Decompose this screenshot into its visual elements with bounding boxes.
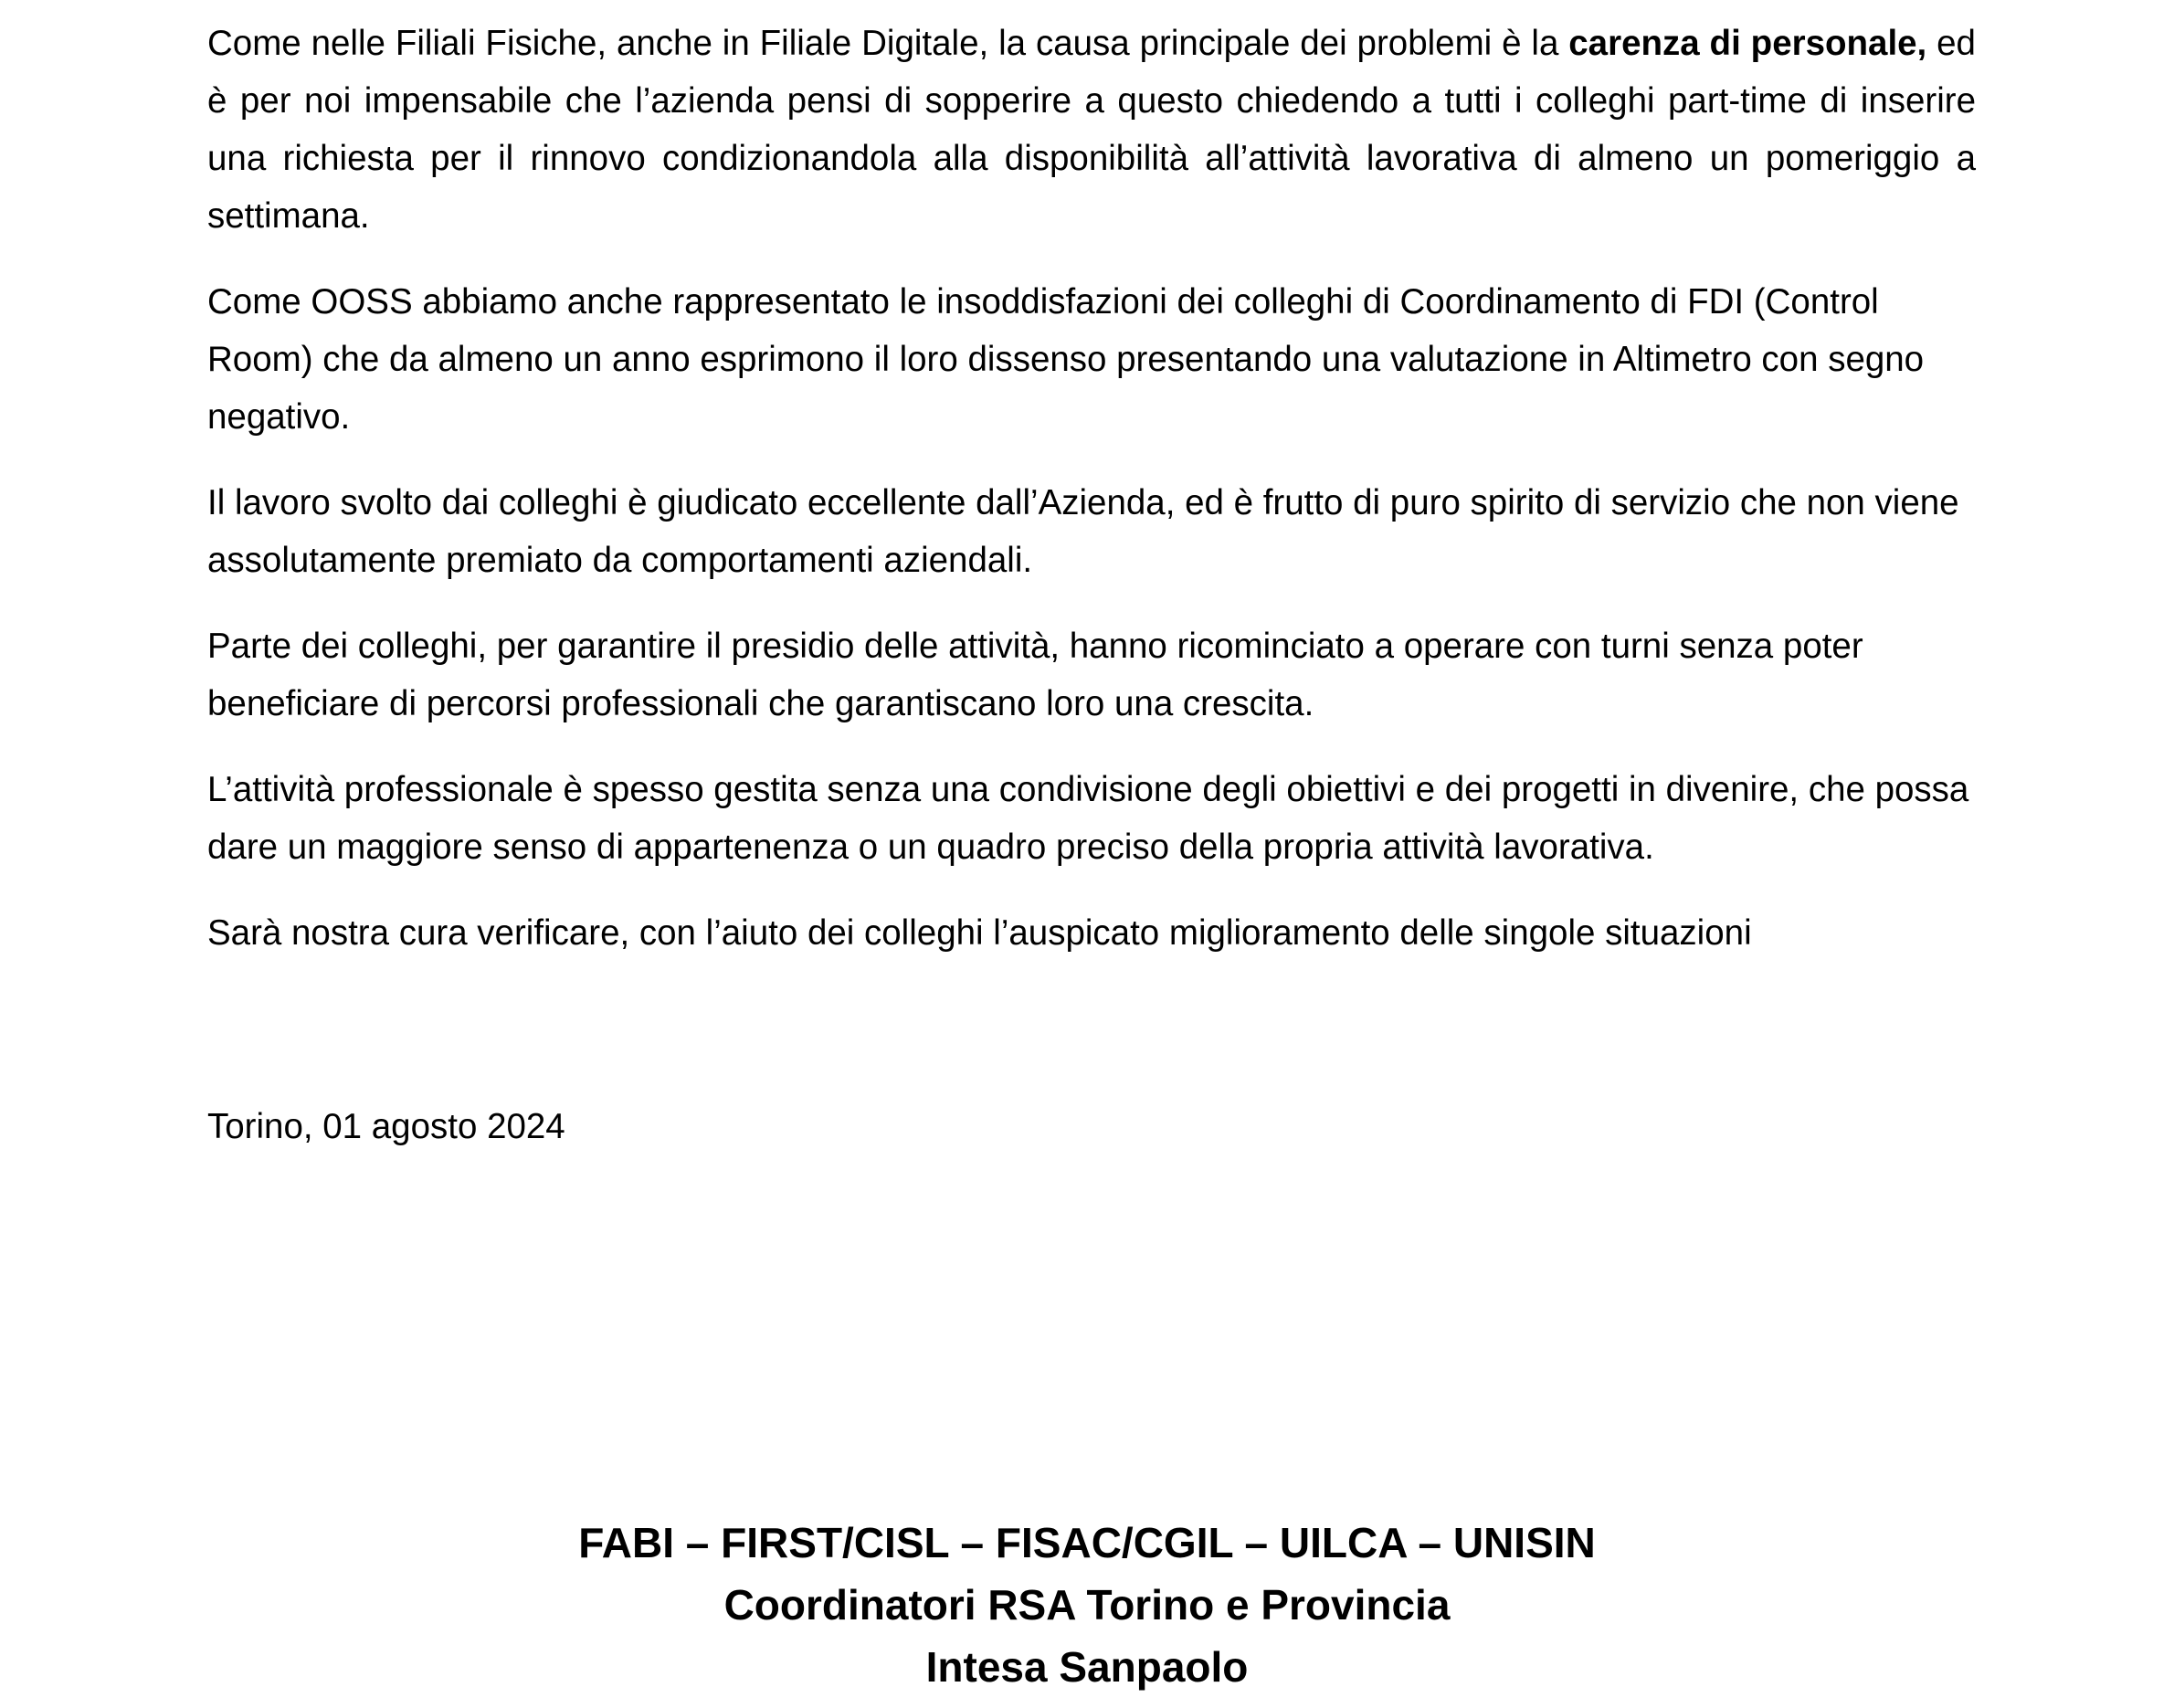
signature-unions: FABI – FIRST/CISL – FISAC/CGIL – UILCA – UNISIN [578, 1519, 1596, 1566]
paragraph-3: Il lavoro svolto dai colleghi è giudicato eccellente dall’Azienda, ed è frutto di puro spirito di servizio che non viene assolutamente premiato da comportamenti aziendali. [207, 483, 1959, 580]
paragraph-1-tail: ed è per noi impensabile che l’azienda pensi di sopperire a questo chiedendo a tutti i colleghi part-time di inserire una richiesta per il rinnovo condizionandola alla disponibilità all’attività lavorativa di almeno un pomeriggio a settimana. [207, 24, 1976, 236]
paragraph-1 [207, 15, 1976, 245]
document-body [207, 15, 1976, 990]
signature-block [0, 1512, 2174, 1698]
signature-role: Coordinatori RSA Torino e Provincia [723, 1581, 1451, 1629]
paragraph-1-lead: Come nelle Filiali Fisiche, anche in Filiale Digitale, la causa principale dei problemi è la [207, 24, 1569, 63]
paragraph-2: Come OOSS abbiamo anche rappresentato le insoddisfazioni dei colleghi di Coordinamento di FDI (Control Room) che da almeno un anno esprimono il loro dissenso presentando una valutazione in Altimetro con segno negativo. [207, 282, 1925, 437]
paragraph-4: Parte dei colleghi, per garantire il presidio delle attività, hanno ricominciato a operare con turni senza poter beneficiare di percorsi professionali che garantiscano loro una crescita. [207, 627, 1863, 723]
paragraph-5: L’attività professionale è spesso gestita senza una condivisione degli obiettivi e dei progetti in divenire, che possa dare un maggiore senso di appartenenza o un quadro preciso della propria attività lavorativa. [207, 770, 1969, 867]
paragraph-1-bold: carenza di personale, [1568, 24, 1927, 63]
paragraph-6: Sarà nostra cura verificare, con l’aiuto dei colleghi l’auspicato miglioramento delle singole situazioni [207, 913, 1752, 953]
signature-company: Intesa Sanpaolo [925, 1643, 1249, 1691]
date-line: Torino, 01 agosto 2024 [207, 1107, 565, 1146]
